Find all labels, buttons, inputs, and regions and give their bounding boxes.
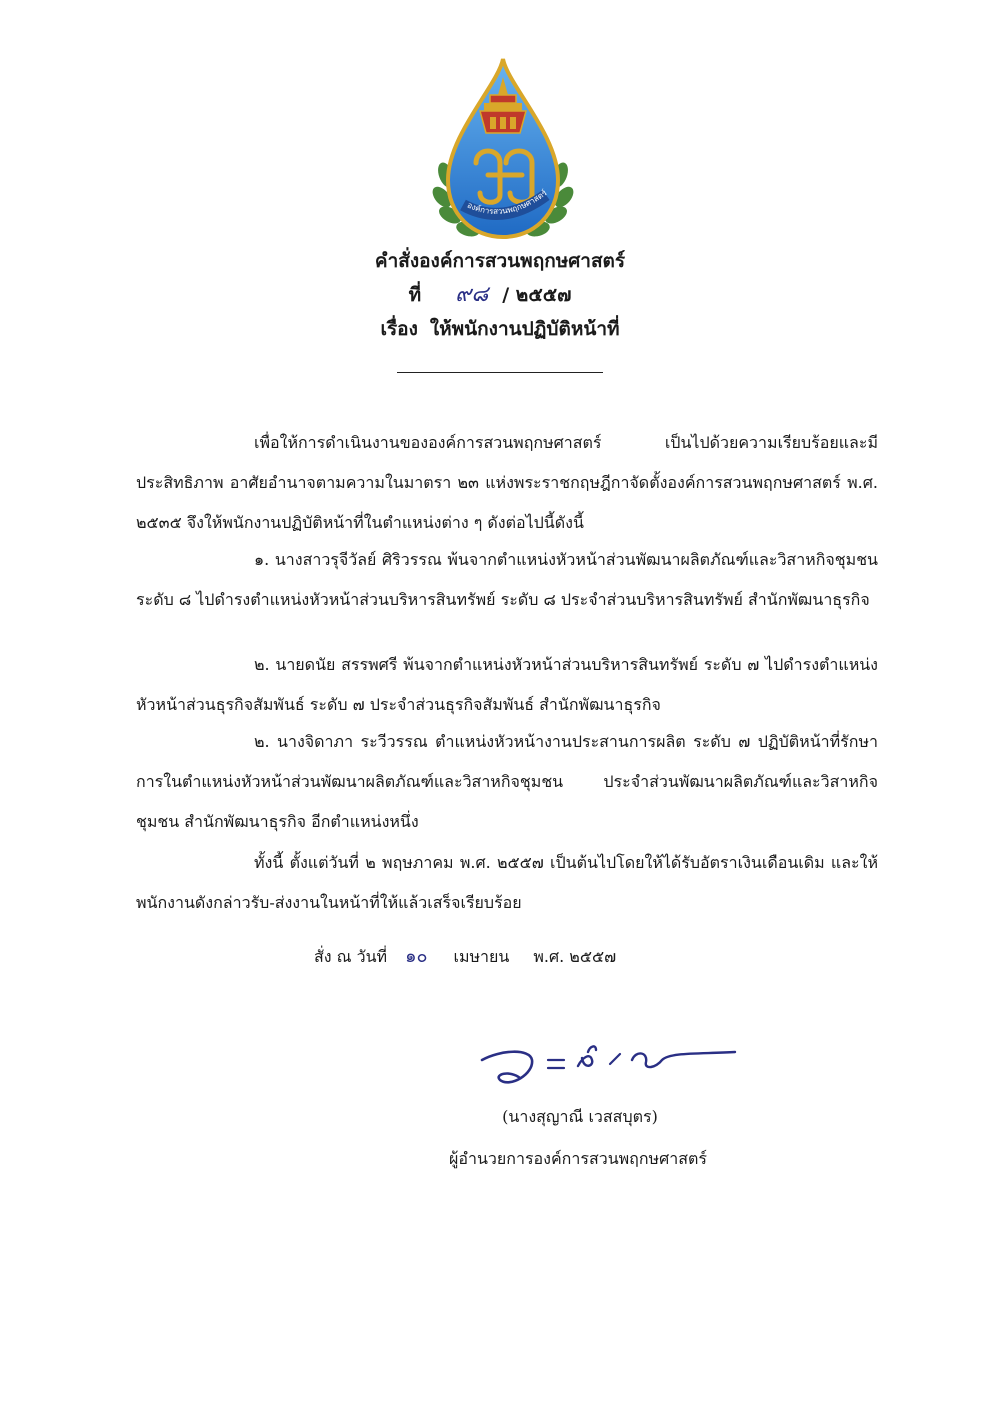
order-date-prefix: สั่ง ณ วันที่: [314, 947, 388, 966]
order-title: คำสั่งองค์การสวนพฤกษศาสตร์: [374, 250, 626, 272]
paragraph-item-1: ๑. นางสาวรุจีวัลย์ ศิริวรรณ พ้นจากตำแหน่งหัวหน้าส่วนพัฒนาผลิตภัณฑ์และวิสาหกิจชุมชน ระดับ ๘ ไปดำรงตำแหน่งหัวหน้าส่วนบริหารสินทรัพย์ ระดับ ๘ ประจำส่วนบริหารสินทรัพย์ สำนักพัฒนาธุรกิจ: [136, 550, 878, 609]
order-number-label: ที่: [408, 284, 422, 306]
paragraph-item-2: ๒. นายดนัย สรรพศรี พ้นจากตำแหน่งหัวหน้าส่วนบริหารสินทรัพย์ ระดับ ๗ ไปดำรงตำแหน่งหัวหน้าส่วนธุรกิจสัมพันธ์ ระดับ ๗ ประจำส่วนธุรกิจสัมพันธ์ สำนักพัฒนาธุรกิจ: [136, 655, 878, 714]
crown-icon: [480, 77, 526, 133]
subject-text: ให้พนักงานปฏิบัติหน้าที่: [429, 318, 620, 340]
order-subject-line: [0, 312, 1000, 346]
order-date-line: [314, 940, 616, 974]
order-date-year: พ.ศ. ๒๕๕๗: [533, 947, 617, 966]
order-number-line: [0, 278, 1000, 312]
signer-name: (นางสุญาณี เวสสบุตร): [502, 1107, 658, 1126]
paragraph-effective: ทั้งนี้ ตั้งแต่วันที่ ๒ พฤษภาคม พ.ศ. ๒๕๕๗ เป็นต้นไปโดยให้ได้รับอัตราเงินเดือนเดิม และให้พนักงานดังกล่าวรับ-ส่งงานในหน้าที่ให้แล้วเสร็จเรียบร้อย: [136, 853, 878, 912]
order-number-year: / ๒๕๕๗: [502, 284, 572, 306]
logo-band-text: องค์การสวนพฤกษศาสตร์: [465, 188, 549, 216]
paragraph-preamble: เพื่อให้การดำเนินงานขององค์การสวนพฤกษศาสตร์ เป็นไปด้วยความเรียบร้อยและมีประสิทธิภาพ อาศัยอำนาจตามความในมาตรา ๒๓ แห่งพระราชกฤษฎีกาจัดตั้งองค์การสวนพฤกษศาสตร์ พ.ศ. ๒๕๓๕ จึงให้พนักงานปฏิบัติหน้าที่ในตำแหน่งต่าง ๆ ดังต่อไปนี้ดังนี้: [136, 433, 878, 532]
paragraph-item-3: ๒. นางจิดาภา ระวีวรรณ ตำแหน่งหัวหน้างานประสานการผลิต ระดับ ๗ ปฏิบัติหน้าที่รักษาการในตำแหน่งหัวหน้าส่วนพัฒนาผลิตภัณฑ์และวิสาหกิจชุมชน ประจำส่วนพัฒนาผลิตภัณฑ์และวิสาหกิจชุมชน สำนักพัฒนาธุรกิจ อีกตำแหน่งหนึ่ง: [136, 732, 878, 831]
order-date-month: เมษายน: [453, 947, 510, 966]
order-date-day: ๑๐: [405, 946, 428, 967]
signer-title: ผู้อำนวยการองค์การสวนพฤกษศาสตร์: [449, 1149, 707, 1168]
order-number-value: ๙๘: [455, 282, 489, 307]
botanical-garden-organization-logo: [428, 55, 578, 245]
handwritten-signature: [470, 1030, 745, 1110]
heading-divider: [397, 372, 603, 373]
faint-mark: [760, 822, 840, 836]
subject-label: เรื่อง: [380, 318, 418, 340]
